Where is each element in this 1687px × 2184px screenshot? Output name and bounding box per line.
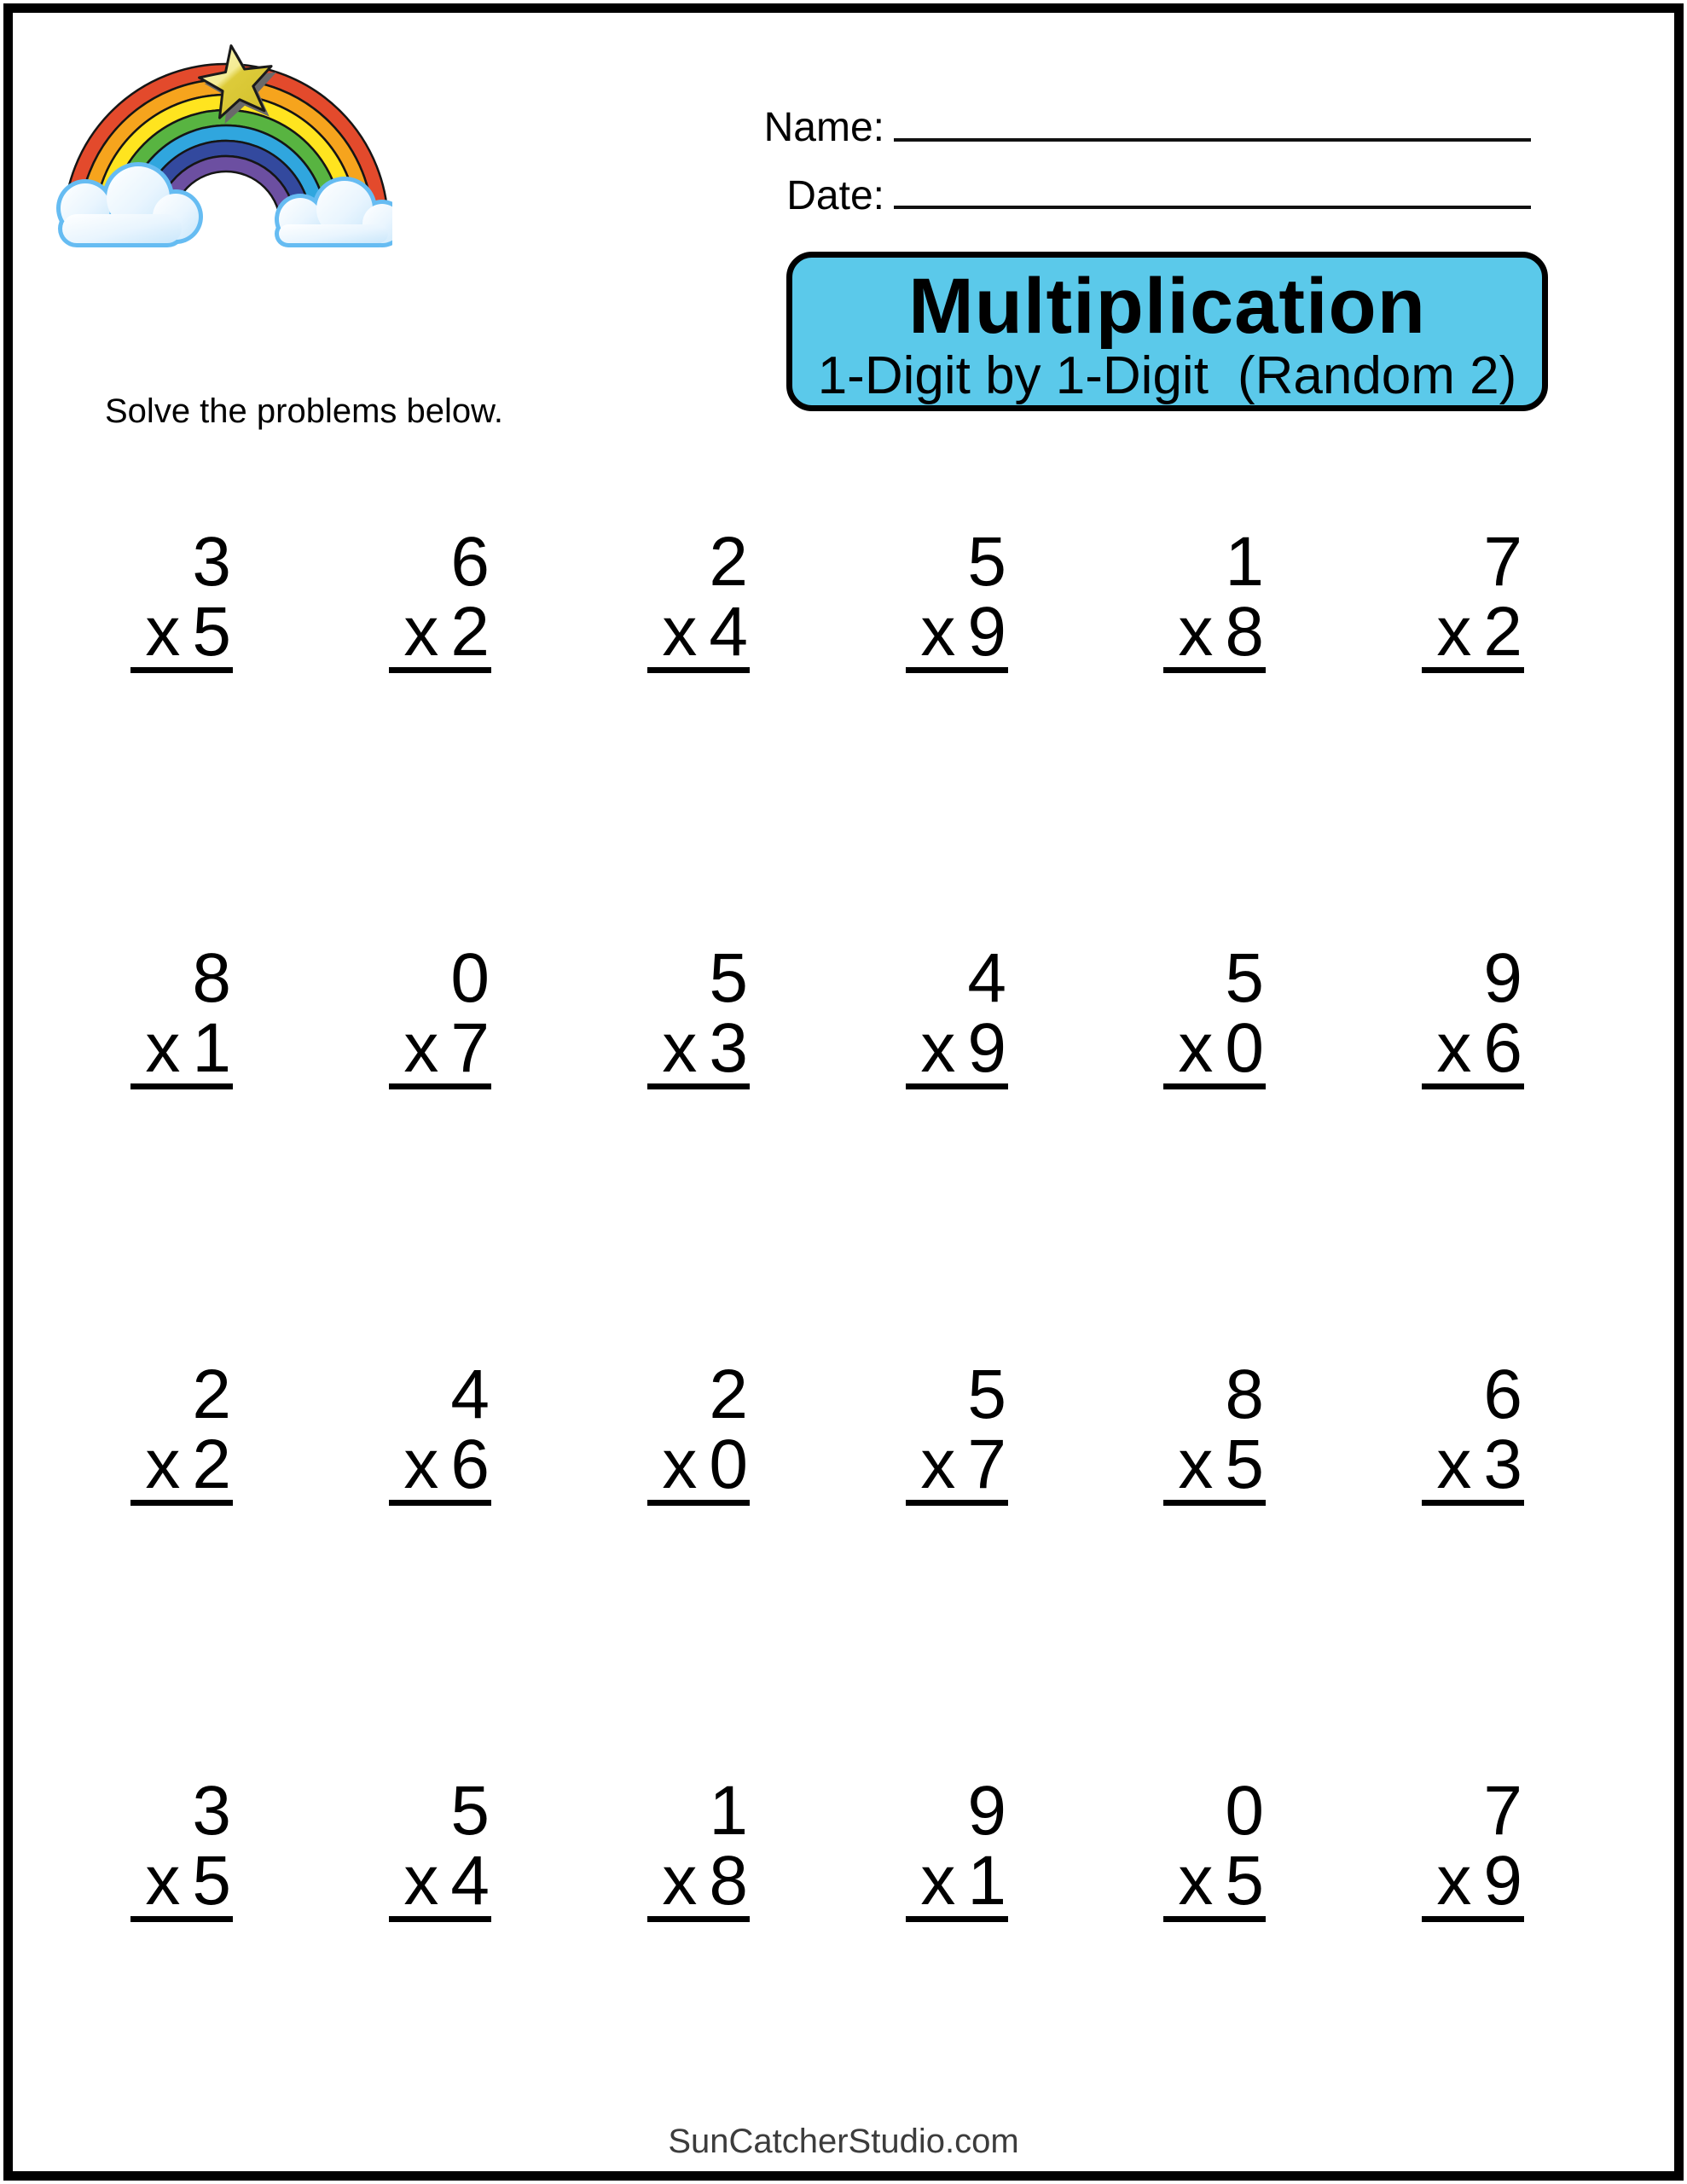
multiply-operator: x (920, 1009, 956, 1087)
multiplicand: 5 (709, 939, 748, 1017)
multiplicand: 6 (1483, 1356, 1522, 1433)
problem-operands-row (647, 1842, 750, 1922)
multiplicand: 6 (450, 523, 490, 601)
multiplier: 7 (967, 1426, 1006, 1503)
problem (389, 523, 491, 673)
multiplicand: 7 (1483, 1772, 1522, 1850)
problem-operands-row (130, 1842, 233, 1922)
instruction-text: Solve the problems below. (105, 392, 503, 430)
date-label: Date: (786, 173, 884, 218)
multiplier: 4 (450, 1842, 490, 1920)
multiply-operator: x (920, 593, 956, 671)
multiplier: 8 (1225, 593, 1264, 671)
problem-operands-row (130, 593, 233, 673)
worksheet-title-box (786, 252, 1548, 411)
problem-operands-row (1422, 593, 1524, 673)
multiplicand: 5 (967, 1356, 1006, 1433)
multiply-operator: x (662, 1009, 698, 1087)
multiplicand: 2 (709, 1356, 748, 1433)
multiplicand: 0 (450, 939, 490, 1017)
problem (1422, 1772, 1524, 1922)
multiply-operator: x (1436, 593, 1472, 671)
multiplier: 8 (709, 1842, 748, 1920)
multiplicand: 4 (450, 1356, 490, 1433)
multiply-operator: x (920, 1426, 956, 1503)
problem-operands-row (906, 1426, 1008, 1506)
rainbow-illustration (51, 44, 392, 256)
multiplicand: 8 (192, 939, 231, 1017)
multiply-operator: x (145, 1426, 181, 1503)
multiply-operator: x (920, 1842, 956, 1920)
problem (906, 939, 1008, 1089)
problem (130, 1772, 233, 1922)
multiplier: 3 (709, 1009, 748, 1087)
problem (647, 939, 750, 1089)
multiplicand: 0 (1225, 1772, 1264, 1850)
problem (1163, 523, 1266, 673)
multiplier: 0 (709, 1426, 748, 1503)
problem-operands-row (647, 593, 750, 673)
multiplier: 5 (192, 1842, 231, 1920)
problem (1163, 939, 1266, 1089)
problem (1422, 523, 1524, 673)
problem (389, 1356, 491, 1506)
problem-operands-row (130, 1009, 233, 1089)
multiply-operator: x (1178, 1426, 1214, 1503)
multiply-operator: x (1436, 1842, 1472, 1920)
problem-operands-row (389, 1842, 491, 1922)
multiplier: 1 (192, 1009, 231, 1087)
multiply-operator: x (1178, 593, 1214, 671)
problem (1163, 1356, 1266, 1506)
multiplier: 9 (967, 1009, 1006, 1087)
multiplicand: 1 (1225, 523, 1264, 601)
problem-operands-row (906, 1842, 1008, 1922)
multiplier: 9 (967, 593, 1006, 671)
problem (906, 1772, 1008, 1922)
multiplier: 2 (192, 1426, 231, 1503)
problem-operands-row (1422, 1009, 1524, 1089)
multiplicand: 3 (192, 523, 231, 601)
problem-operands-row (1163, 1842, 1266, 1922)
multiplier: 5 (192, 593, 231, 671)
problem-operands-row (1163, 1426, 1266, 1506)
problem-operands-row (389, 1426, 491, 1506)
problem-operands-row (389, 1009, 491, 1089)
multiplicand: 2 (192, 1356, 231, 1433)
multiplier: 9 (1483, 1842, 1522, 1920)
problem (389, 939, 491, 1089)
problem-operands-row (647, 1009, 750, 1089)
multiplier: 2 (1483, 593, 1522, 671)
multiplicand: 9 (1483, 939, 1522, 1017)
multiply-operator: x (145, 593, 181, 671)
multiply-operator: x (1178, 1009, 1214, 1087)
multiplicand: 1 (709, 1772, 748, 1850)
multiply-operator: x (1436, 1009, 1472, 1087)
multiplicand: 5 (967, 523, 1006, 601)
multiply-operator: x (1436, 1426, 1472, 1503)
footer-site-text: SunCatcherStudio.com (668, 2123, 1019, 2160)
multiplicand: 8 (1225, 1356, 1264, 1433)
multiplier: 0 (1225, 1009, 1264, 1087)
problem-operands-row (1163, 1009, 1266, 1089)
problem (389, 1772, 491, 1922)
problem-operands-row (1422, 1426, 1524, 1506)
multiply-operator: x (662, 1842, 698, 1920)
problem (1422, 1356, 1524, 1506)
multiplier: 6 (450, 1426, 490, 1503)
name-label: Name: (763, 105, 884, 150)
multiplier: 3 (1483, 1426, 1522, 1503)
problem-operands-row (389, 593, 491, 673)
date-fill-line (894, 206, 1531, 209)
name-fill-line (894, 138, 1531, 142)
worksheet-subtitle (817, 346, 1517, 405)
multiply-operator: x (403, 1426, 439, 1503)
multiplier: 2 (450, 593, 490, 671)
multiplicand: 5 (450, 1772, 490, 1850)
problem (130, 523, 233, 673)
multiplier: 4 (709, 593, 748, 671)
multiplicand: 3 (192, 1772, 231, 1850)
multiplier: 7 (450, 1009, 490, 1087)
problem (906, 1356, 1008, 1506)
problem-operands-row (647, 1426, 750, 1506)
multiply-operator: x (145, 1009, 181, 1087)
problem (647, 1772, 750, 1922)
multiplicand: 7 (1483, 523, 1522, 601)
problem (130, 1356, 233, 1506)
problem-operands-row (1422, 1842, 1524, 1922)
multiply-operator: x (145, 1842, 181, 1920)
problem (647, 1356, 750, 1506)
multiply-operator: x (403, 593, 439, 671)
multiplicand: 5 (1225, 939, 1264, 1017)
multiplicand: 9 (967, 1772, 1006, 1850)
multiply-operator: x (403, 1009, 439, 1087)
problem (1163, 1772, 1266, 1922)
worksheet-title: Multiplication (908, 263, 1426, 350)
worksheet-subtitle-text: 1-Digit by 1-Digit (817, 346, 1209, 405)
multiplicand: 4 (967, 939, 1006, 1017)
worksheet-subtitle-note: (Random 2) (1237, 346, 1517, 405)
problem-operands-row (1163, 593, 1266, 673)
multiply-operator: x (662, 1426, 698, 1503)
problem (906, 523, 1008, 673)
problem (647, 523, 750, 673)
multiply-operator: x (1178, 1842, 1214, 1920)
multiplicand: 2 (709, 523, 748, 601)
problem-operands-row (906, 1009, 1008, 1089)
multiplier: 5 (1225, 1426, 1264, 1503)
problem-operands-row (906, 593, 1008, 673)
problem (1422, 939, 1524, 1089)
problem (130, 939, 233, 1089)
problem-operands-row (130, 1426, 233, 1506)
multiply-operator: x (662, 593, 698, 671)
multiply-operator: x (403, 1842, 439, 1920)
multiplier: 5 (1225, 1842, 1264, 1920)
multiplier: 6 (1483, 1009, 1522, 1087)
multiplier: 1 (967, 1842, 1006, 1920)
